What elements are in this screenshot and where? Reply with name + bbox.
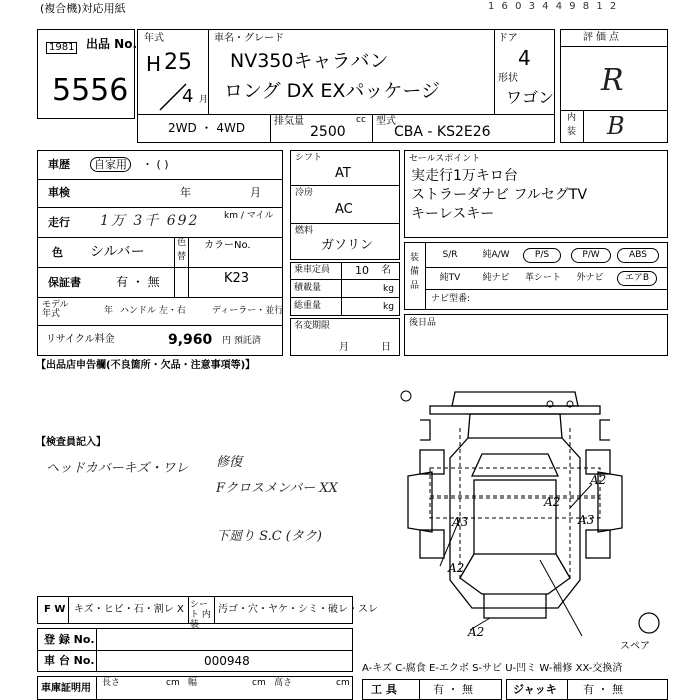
equipment-box <box>404 242 668 310</box>
capacity-unit: 名 <box>381 265 391 276</box>
after-box <box>404 314 668 356</box>
grade-label: 評価点 <box>583 32 622 43</box>
shupin-box <box>37 29 138 119</box>
weight-label: 総重量 <box>294 301 322 311</box>
displacement-label: 排気量 <box>274 116 304 127</box>
chassis-no: 000948 <box>204 654 250 668</box>
sales-label: セールスポイント <box>409 154 481 164</box>
equip-aw: 純A/W <box>482 250 510 260</box>
fw-box <box>37 596 378 630</box>
equip-ps: P/S <box>523 248 561 263</box>
history-label: 車歴 <box>48 158 70 171</box>
dim-width: 幅 <box>188 678 198 688</box>
equip-airbag: エアB <box>617 271 657 286</box>
equip-abs: ABS <box>617 248 659 263</box>
navi-model-label: ナビ型番: <box>431 294 471 304</box>
car-name: NV350キャラバン <box>230 50 389 72</box>
sales-line-3: キーレスキー <box>411 206 495 222</box>
spare-tire-icon <box>634 608 664 638</box>
color-change-1: 色 <box>177 238 187 248</box>
reg-label: 登 録 No. <box>44 633 95 646</box>
damage-legend: A-キズ C-腐食 E-エクボ S-サビ U-凹ミ W-補修 XX-交換済 <box>362 663 623 674</box>
mileage-label: 走行 <box>48 216 70 229</box>
name-label: 車名・グレード <box>214 33 284 44</box>
year-unit: 年 <box>104 306 114 316</box>
shupin-no-label: 出品 No. <box>86 37 138 51</box>
aircon-value: AC <box>335 202 353 217</box>
seller-notes-label: 【出品店申告欄(不良箇所・欠品・注意事項等)】 <box>36 360 256 371</box>
dim-length-unit: cm <box>166 678 180 688</box>
fw-label: F W <box>44 604 66 615</box>
handle-label: ハンドル 左・右 <box>120 306 186 316</box>
inspection-label: 車検 <box>48 186 70 199</box>
tools-box <box>362 679 502 700</box>
model-label: 型式 <box>376 116 396 127</box>
month-unit: 月 <box>199 95 209 105</box>
tools-label: 工 具 <box>371 683 397 696</box>
color-label: 色 <box>52 246 63 259</box>
dim-width-unit: cm <box>252 678 266 688</box>
year: 25 <box>164 50 192 75</box>
equip-leather: 革シート <box>524 273 561 283</box>
cert-label: 車庫証明用 <box>41 683 91 694</box>
equip-pw: P/W <box>571 248 611 263</box>
sheet-id: 1 6 0 3 4 4 9 8 1 2 <box>488 1 619 12</box>
change-box <box>290 318 400 356</box>
load-label: 積載量 <box>294 283 322 293</box>
shupin-no: 5556 <box>52 73 129 108</box>
change-day: 日 <box>381 342 391 353</box>
jack-box <box>506 679 668 700</box>
inspection-year: 年 <box>180 186 191 199</box>
slash <box>158 82 188 112</box>
dim-length: 長さ <box>102 678 121 688</box>
era: H <box>146 52 162 76</box>
capacity-value: 10 <box>355 264 369 277</box>
fuel-value: ガソリン <box>321 238 374 253</box>
form-note: (複合機)対応用紙 <box>40 2 126 15</box>
weight-unit: kg <box>383 302 394 312</box>
garage-cert-box <box>37 676 353 700</box>
color-no-label: カラーNo. <box>204 240 251 251</box>
shape-label: 形状 <box>498 73 518 84</box>
shape: ワゴン <box>506 88 555 107</box>
warranty-label: 保証書 <box>48 276 81 289</box>
hw-note-right-3: 下廻り S.C (タク) <box>216 529 322 544</box>
dim-height: 高さ <box>274 678 293 688</box>
shift-value: AT <box>335 166 351 181</box>
chassis-label: 車 台 No. <box>44 654 95 667</box>
damage-mark: A2 <box>468 625 485 639</box>
dim-height-unit: cm <box>336 678 350 688</box>
jack-label: ジャッキ <box>513 683 557 696</box>
mileage-unit: km / マイル <box>224 211 274 221</box>
displacement-unit: cc <box>356 115 366 125</box>
capacity-label: 乗車定員 <box>294 265 331 275</box>
history-rest: ・ ( ) <box>142 158 169 171</box>
warranty-value: 有 ・ 無 <box>116 275 160 289</box>
model: CBA - KS2E26 <box>394 124 491 140</box>
interior-label-1: 内 <box>567 113 577 123</box>
sales-box <box>404 150 668 238</box>
inspector-label: 【検査員記入】 <box>36 437 106 448</box>
equip-navi: 純ナビ <box>482 273 510 283</box>
vehicle-box <box>137 29 555 143</box>
recycle-value: 9,960 <box>168 332 213 348</box>
grade-box <box>560 29 668 143</box>
seat-items: 汚ゴ・穴・ヤケ・シミ・破レ・スレ <box>218 604 378 615</box>
damage-mark: A2 <box>544 495 561 509</box>
change-label: 名変期限 <box>294 321 331 331</box>
capacity-box <box>290 262 400 316</box>
door-label: ドア <box>498 33 518 44</box>
hw-note-right-2: Fクロスメンバー XX <box>216 481 338 496</box>
year-label: 年式 <box>144 33 164 44</box>
history-value: 自家用 <box>90 157 131 172</box>
month: 4 <box>182 86 194 107</box>
shift-label: シフト <box>295 153 323 163</box>
car-grade: ロング DX EXパッケージ <box>224 80 440 102</box>
displacement: 2500 <box>310 124 346 140</box>
equip-sr: S/R <box>442 250 458 260</box>
equip-ext-navi: 外ナビ <box>576 273 604 283</box>
damage-mark: A3 <box>578 513 595 527</box>
inspection-month: 月 <box>250 186 261 199</box>
details-box <box>37 150 283 356</box>
equip-tv: 純TV <box>439 273 461 283</box>
load-unit: kg <box>383 284 394 294</box>
shift-box <box>290 150 400 260</box>
fuel-label: 燃料 <box>295 226 314 236</box>
sales-line-2: ストラーダナビ フルセグTV <box>411 187 588 203</box>
damage-mark: A3 <box>452 515 469 529</box>
tools-value: 有 ・ 無 <box>433 683 473 696</box>
change-month: 月 <box>339 342 349 353</box>
jack-value: 有 ・ 無 <box>583 683 623 696</box>
damage-mark: A2 <box>590 473 607 487</box>
recycle-label: リサイクル料金 <box>46 334 115 345</box>
color-value: シルバー <box>90 244 145 260</box>
drive: 2WD ・ 4WD <box>168 121 246 135</box>
interior-score: B <box>607 112 625 140</box>
recycle-unit: 円 預託済 <box>222 336 261 346</box>
equipment-label: 装備品 <box>410 253 420 291</box>
aircon-label: 冷房 <box>295 188 314 198</box>
fw-items: キズ・ヒビ・石・割レ X <box>74 604 184 615</box>
color-no: K23 <box>224 271 250 286</box>
color-change-2: 替 <box>177 252 187 262</box>
seat-label: シート 内装 <box>190 600 211 630</box>
hw-note-left: ヘッドカバーキズ・ワレ <box>46 461 189 476</box>
mileage-value: 1万 3千 692 <box>100 213 200 229</box>
after-label: 後日品 <box>409 318 437 328</box>
dealer-label: ディーラー・並行 <box>212 306 284 316</box>
registration-box <box>37 628 353 672</box>
shupin-sub: 1981 <box>46 42 77 54</box>
hw-note-right-1: 修復 <box>216 455 243 470</box>
sales-line-1: 実走行1万キロ台 <box>411 168 518 184</box>
model-year-label: モデル 年式 <box>42 300 69 319</box>
grade-score: R <box>601 63 624 98</box>
spare-label: スペア <box>620 641 650 652</box>
doors: 4 <box>518 46 531 70</box>
damage-mark: A2 <box>448 561 465 575</box>
interior-label-2: 装 <box>567 127 577 137</box>
